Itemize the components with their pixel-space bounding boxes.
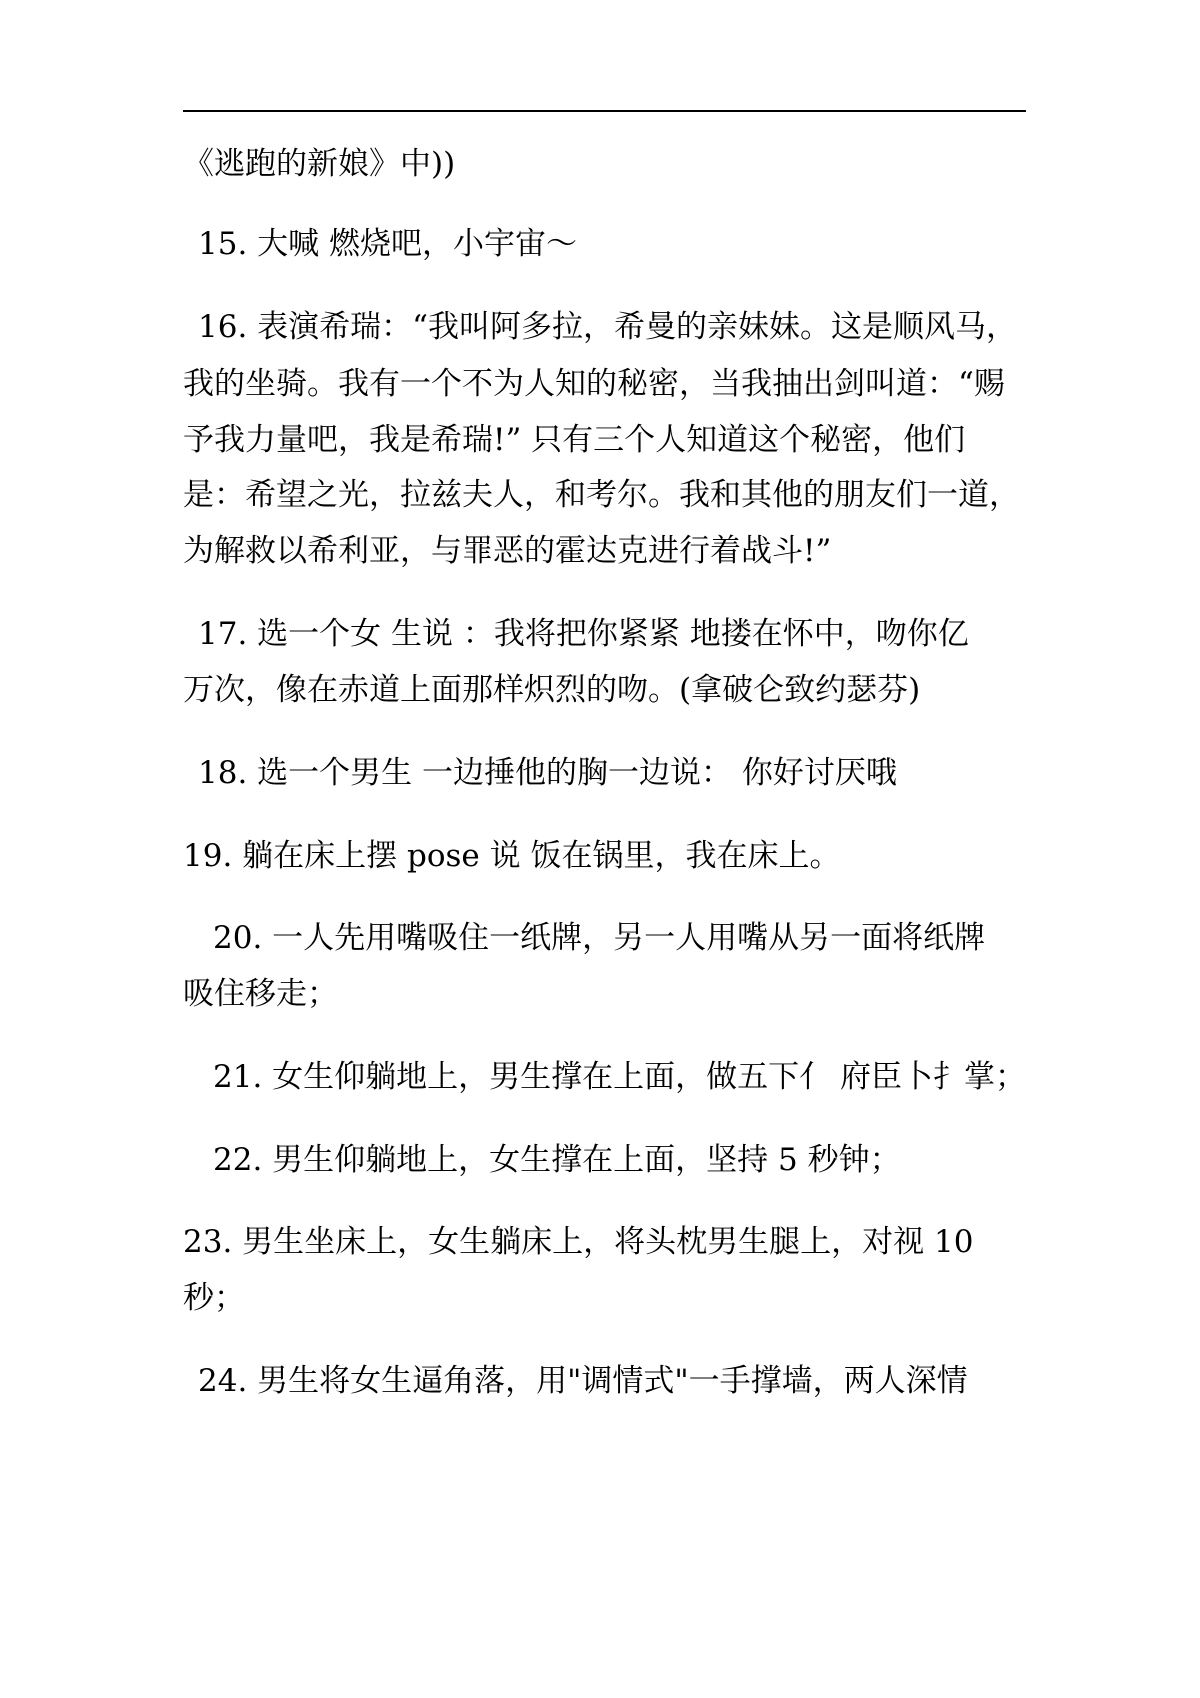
- text-line: 我的坐骑。我有一个不为人知的秘密，当我抽出剑叫道：“赐: [183, 366, 1005, 402]
- text-line: 秒；: [183, 1280, 245, 1316]
- text-line: 为解救以希利亚，与罪恶的霍达克进行着战斗!”: [183, 533, 832, 569]
- text-line: 万次，像在赤道上面那样炽烈的吻。(拿破仑致约瑟芬): [183, 672, 921, 708]
- text-line: 23. 男生坐床上，女生躺床上，将头枕男生腿上，对视 10: [183, 1224, 974, 1260]
- text-line: 15. 大喊 燃烧吧，小宇宙～: [198, 226, 578, 262]
- text-line: 19. 躺在床上摆 pose 说 饭在锅里，我在床上。: [183, 838, 841, 874]
- text-line: 予我力量吧，我是希瑞!” 只有三个人知道这个秘密，他们: [183, 422, 966, 458]
- text-line: 21. 女生仰躺地上，男生撑在上面，做五下亻 府臣卜扌掌；: [213, 1059, 1027, 1095]
- text-line: 是：希望之光，拉兹夫人，和考尔。我和其他的朋友们一道，: [183, 477, 1020, 513]
- text-line: 24. 男生将女生逼角落，用"调情式"一手撑墙，两人深情: [198, 1363, 968, 1399]
- text-line: 17. 选一个女 生说 ：我将把你紧紧 地搂在怀中，吻你亿: [198, 616, 969, 652]
- text-line: 22. 男生仰躺地上，女生撑在上面，坚持 5 秒钟；: [213, 1142, 901, 1178]
- header-rule: [183, 110, 1026, 112]
- text-line: 吸住移走；: [183, 976, 338, 1012]
- text-line: 16. 表演希瑞：“我叫阿多拉，希曼的亲妹妹。这是顺风马，: [198, 309, 1017, 345]
- text-line: 18. 选一个男生 一边捶他的胸一边说： 你好讨厌哦: [198, 755, 897, 791]
- text-line: 20. 一人先用嘴吸住一纸牌，另一人用嘴从另一面将纸牌: [213, 920, 986, 956]
- text-line: 《逃跑的新娘》中)): [183, 146, 456, 182]
